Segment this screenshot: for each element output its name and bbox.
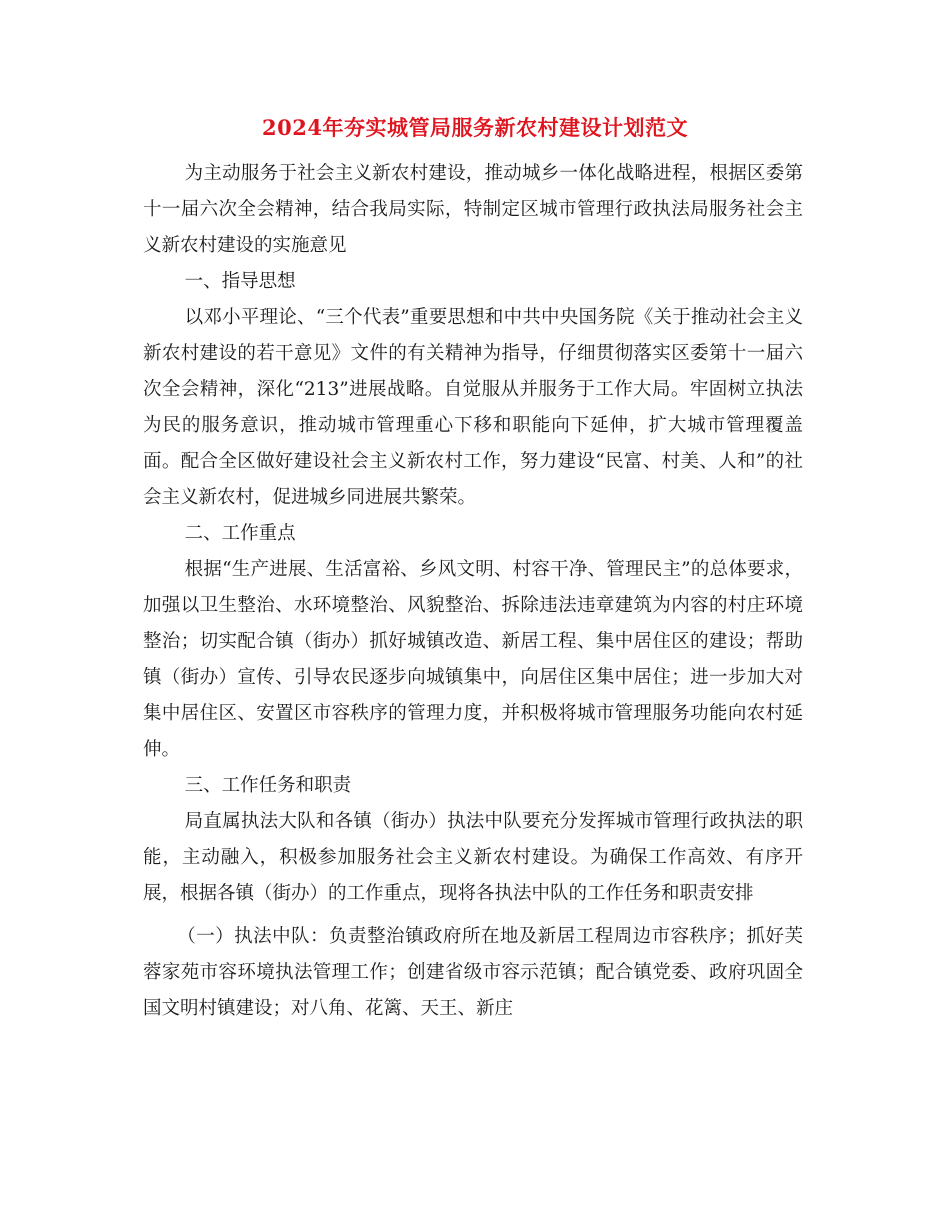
document-title: 2024年夯实城管局服务新农村建设计划范文 (262, 115, 688, 140)
guiding-ideology-paragraph: 以邓小平理论、“三个代表”重要思想和中共中央国务院《关于推动社会主义新农村建设的若干意见》文件的有关精神为指导，仔细贯彻落实区委第十一届六次全会精神，深化“213”进展战略。自觉服从并服务于工作大局。牢固树立执法为民的服务意识，推动城市管理重心下移和职能向下延伸，扩大城市管理覆盖面。配合全区做好建设社会主义新农村工作，努力建设“民富、村美、人和”的社会主义新农村，促进城乡同进展共繁荣。 (143, 307, 803, 508)
document-body (143, 156, 803, 1027)
section-heading-guiding-ideology: 一、指导思想 (184, 271, 296, 292)
tasks-duties-paragraph: 局直属执法大队和各镇（街办）执法中队要充分发挥城市管理行政执法的职能，主动融入，积极参加服务社会主义新农村建设。为确保工作高效、有序开展，根据各镇（街办）的工作重点，现将各执法中队的工作任务和职责安排 (143, 811, 803, 904)
sub-item-paragraph: （一）执法中队：负责整治镇政府所在地及新居工程周边市容秩序；抓好芙蓉家苑市容环境执法管理工作；创建省级市容示范镇；配合镇党委、政府巩固全国文明村镇建设；对八角、花篱、天王、新庄 (143, 926, 803, 1019)
intro-paragraph: 为主动服务于社会主义新农村建设，推动城乡一体化战略进程，根据区委第十一届六次全会精神，结合我局实际，特制定区城市管理行政执法局服务社会主义新农村建设的实施意见 (143, 163, 803, 256)
work-focus-paragraph: 根据“生产进展、生活富裕、乡风文明、村容干净、管理民主”的总体要求，加强以卫生整治、水环境整治、风貌整治、拆除违法违章建筑为内容的村庄环境整治；切实配合镇（街办）抓好城镇改造、新居工程、集中居住区的建设；帮助镇（街办）宣传、引导农民逐步向城镇集中，向居住区集中居住；进一步加大对集中居住区、安置区市容秩序的管理力度，并积极将城市管理服务功能向农村延伸。 (143, 559, 803, 760)
section-heading-work-focus: 二、工作重点 (184, 523, 296, 544)
section-heading-tasks-duties: 三、工作任务和职责 (184, 775, 352, 796)
